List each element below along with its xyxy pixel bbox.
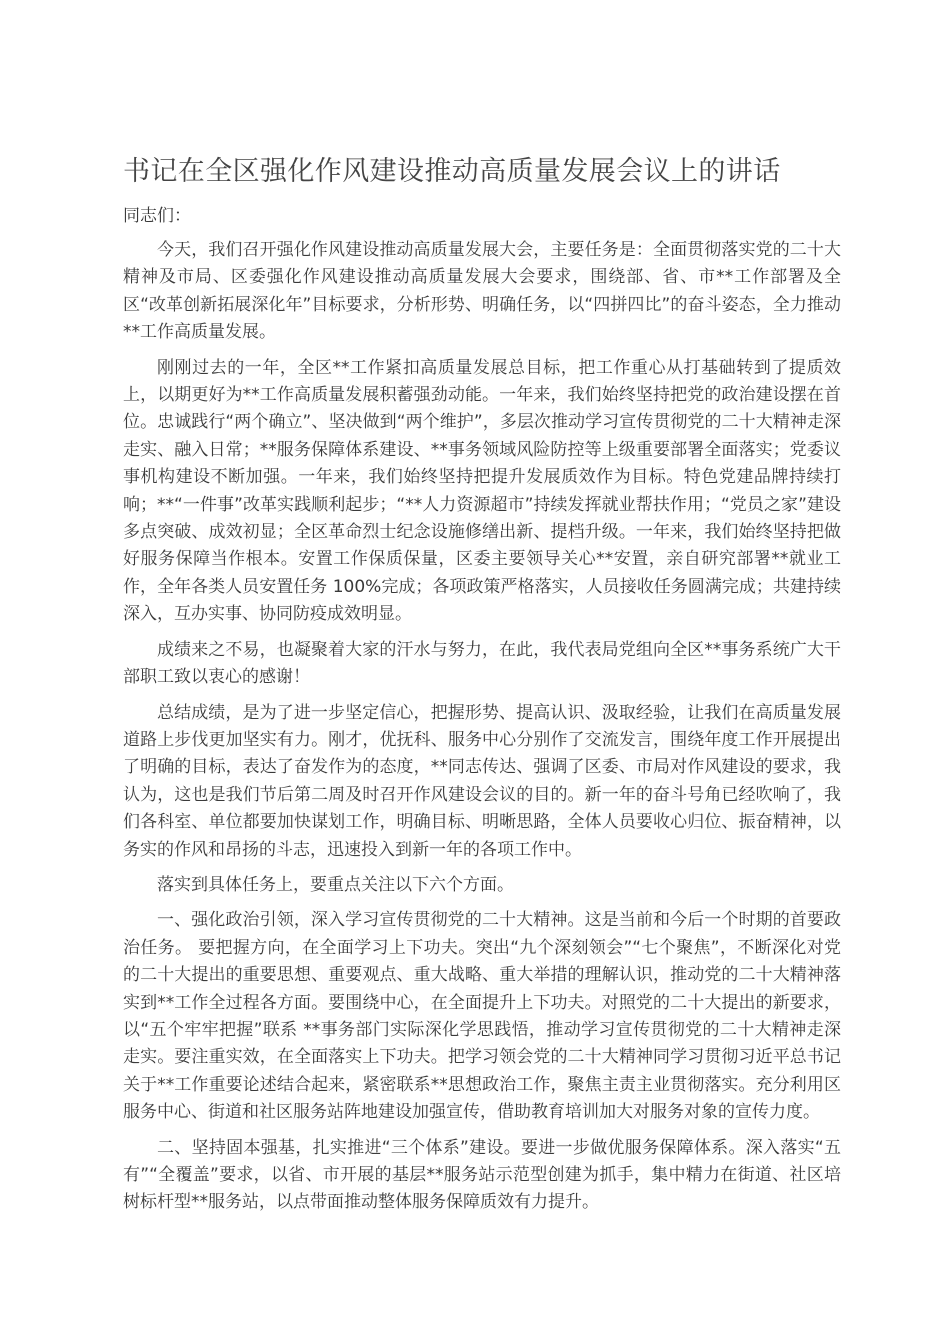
paragraph-opening: 今天，我们召开强化作风建设推动高质量发展大会，主要任务是：全面贯彻落实党的二十大精神及市局、区委强化作风建设推动高质量发展大会要求，围绕部、省、市**工作部署及全区“改革创新拓展深化年”目标要求，分析形势、明确任务，以“四拼四比”的奋斗姿态，全力推动**工作高质量发展。 bbox=[123, 240, 841, 343]
paragraph-task-two: 二、坚持固本强基，扎实推进“三个体系”建设。要进一步做优服务保障体系。深入落实“五有”“全覆盖”要求，以省、市开展的基层**服务站示范型创建为抓手，集中精力在街道、社区培树标杆型**服务站，以点带面推动整体服务保障质效有力提升。 bbox=[123, 1137, 841, 1213]
paragraph-summary: 总结成绩，是为了进一步坚定信心，把握形势、提高认识、汲取经验，让我们在高质量发展道路上步伐更加坚实有力。刚才，优抚科、服务中心分别作了交流发言，围绕年度工作开展提出了明确的目标，表达了奋发作为的态度，**同志传达、强调了区委、市局对作风建设的要求，我认为，这也是我们节后第二周及时召开作风建设会议的目的。新一年的奋斗号角已经吹响了，我们各科室、单位都要加快谋划工作，明确目标、明晰思路，全体人员要收心归位、振奋精神，以务实的作风和昂扬的斗志，迅速投入到新一年的各项工作中。 bbox=[123, 702, 841, 860]
document-title: 书记在全区强化作风建设推动高质量发展会议上的讲话 bbox=[123, 156, 781, 187]
salutation: 同志们： bbox=[123, 206, 191, 226]
paragraph-six-aspects: 落实到具体任务上，要重点关注以下六个方面。 bbox=[157, 874, 514, 895]
paragraph-thanks: 成绩来之不易，也凝聚着大家的汗水与努力，在此，我代表局党组向全区**事务系统广大干部职工致以衷心的感谢！ bbox=[123, 639, 841, 688]
document-page bbox=[123, 150, 841, 1217]
paragraph-past-year-review: 刚刚过去的一年，全区**工作紧扣高质量发展总目标，把工作重心从打基础转到了提质效上，以期更好为**工作高质量发展积蓄强劲动能。一年来，我们始终坚持把党的政治建设摆在首位。忠诚践行“两个确立”、坚决做到“两个维护”，多层次推动学习宣传贯彻党的二十大精神走深走实、融入日常；**服务保障体系建设、**事务领域风险防控等上级重要部署全面落实；党委议事机构建设不断加强。一年来，我们始终坚持把提升发展质效作为目标。特色党建品牌持续打响；**“一件事”改革实践顺利起步；“**人力资源超市”持续发挥就业帮扶作用；“党员之家”建设多点突破、成效初显；全区革命烈士纪念设施修缮出新、提档升级。一年来，我们始终坚持把做好服务保障当作根本。安置工作保质保量，区委主要领导关心**安置，亲自研究部署**就业工作，全年各类人员安置任务 100%完成；各项政策严格落实，人员接收任务圆满完成；共建持续深入，互办实事、协同防疫成效明显。 bbox=[123, 357, 841, 625]
paragraph-task-one: 一、强化政治引领，深入学习宣传贯彻党的二十大精神。这是当前和今后一个时期的首要政治任务。 要把握方向，在全面学习上下功夫。突出“九个深刻领会”“七个聚焦”，不断深化对党的二十大提出的重要思想、重要观点、重大战略、重大举措的理解认识，推动党的二十大精神落实到**工作全过程各方面。要围绕中心，在全面提升上下功夫。对照党的二十大提出的新要求，以“五个牢牢把握”联系 **事务部门实际深化学思践悟，推动学习宣传贯彻党的二十大精神走深走实。要注重实效，在全面落实上下功夫。把学习领会党的二十大精神同学习贯彻习近平总书记关于**工作重要论述结合起来，紧密联系**思想政治工作，聚焦主责主业贯彻落实。充分利用区服务中心、街道和社区服务站阵地建设加强宣传，借助教育培训加大对服务对象的宣传力度。 bbox=[123, 910, 841, 1123]
